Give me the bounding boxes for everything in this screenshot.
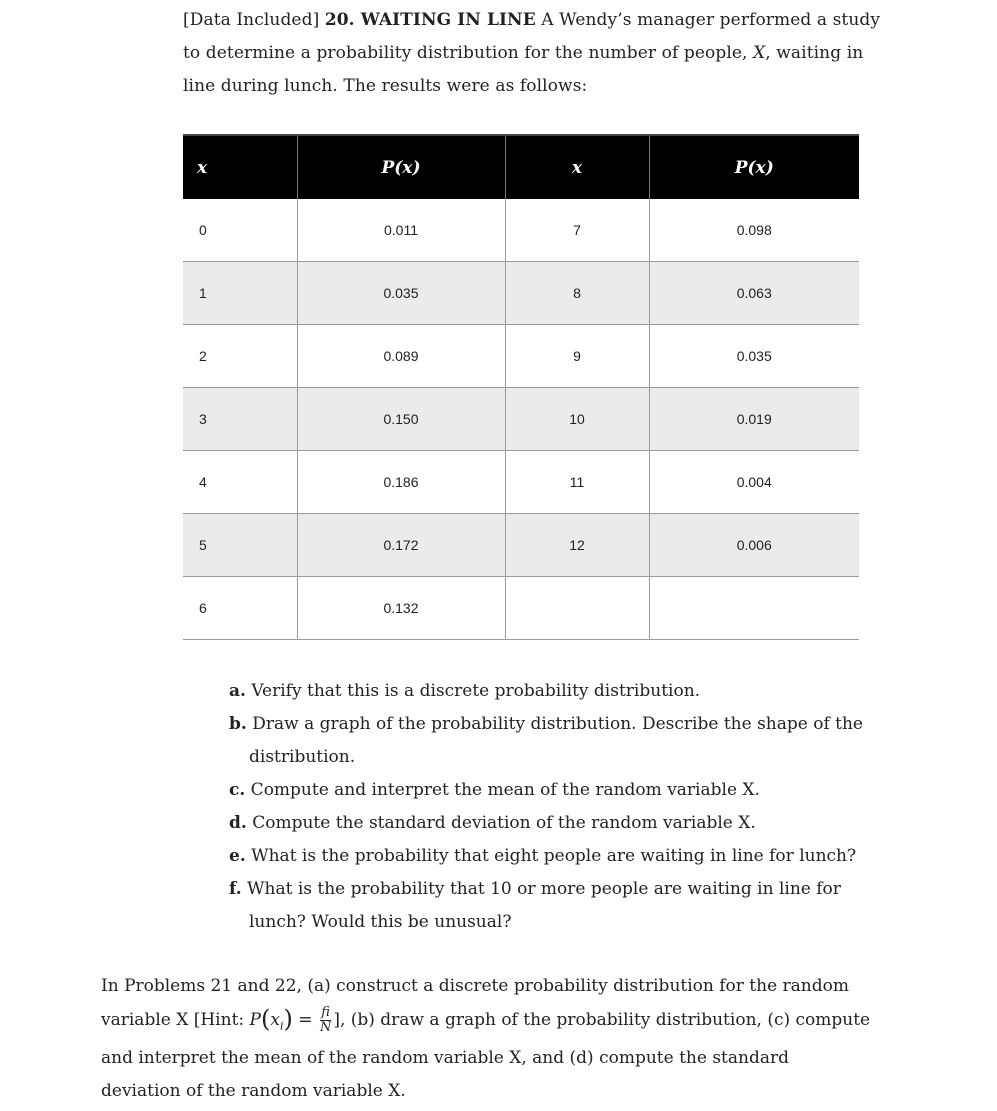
probability-distribution-table xyxy=(183,134,859,640)
cell-px: 0.150 xyxy=(297,388,505,451)
part-d xyxy=(229,807,869,840)
cell-x: 8 xyxy=(505,262,649,325)
cell-x: 11 xyxy=(505,451,649,514)
hint-p: P xyxy=(249,1010,261,1030)
part-text: Draw a graph of the probability distribution. Describe the shape of the distribution. xyxy=(246,714,863,767)
part-letter: a. xyxy=(229,681,246,701)
hint-formula: $P(x_i)$ = $\frac{fi}{N}$ xyxy=(249,1005,332,1035)
intro-text-a: A Wendy’s manager performed a study to determine a probability distribution for the number of people, xyxy=(183,10,881,63)
cell-x: 2 xyxy=(183,325,297,388)
hint-eq: = xyxy=(292,1010,318,1030)
cell-px: 0.186 xyxy=(297,451,505,514)
variable-x: X xyxy=(753,43,766,63)
table-row xyxy=(183,325,859,388)
cell-px: 0.004 xyxy=(649,451,859,514)
part-e xyxy=(229,840,869,873)
part-f xyxy=(229,873,869,939)
part-letter: b. xyxy=(229,714,247,734)
cell-x: 10 xyxy=(505,388,649,451)
cell-x: 7 xyxy=(505,199,649,262)
part-text: Compute the standard deviation of the random variable X. xyxy=(246,813,756,833)
header-x-2: x xyxy=(505,135,649,199)
problem-title: WAITING IN LINE xyxy=(360,10,536,30)
cell-x xyxy=(505,577,649,640)
table-row xyxy=(183,577,859,640)
cell-x: 0 xyxy=(183,199,297,262)
cell-x: 4 xyxy=(183,451,297,514)
cell-px: 0.006 xyxy=(649,514,859,577)
part-text: Verify that this is a discrete probability distribution. xyxy=(245,681,701,701)
fraction-numerator: fi xyxy=(321,1005,330,1020)
data-included-tag: [Data Included] xyxy=(183,10,325,30)
cell-px: 0.035 xyxy=(297,262,505,325)
cell-px: 0.089 xyxy=(297,325,505,388)
table-row xyxy=(183,388,859,451)
part-b xyxy=(229,708,869,774)
cell-x: 12 xyxy=(505,514,649,577)
cell-x: 3 xyxy=(183,388,297,451)
table-header-row xyxy=(183,135,859,199)
problems-21-22-instructions xyxy=(101,970,871,1108)
cell-px: 0.035 xyxy=(649,325,859,388)
cell-px: 0.011 xyxy=(297,199,505,262)
cell-px: 0.019 xyxy=(649,388,859,451)
cell-px: 0.063 xyxy=(649,262,859,325)
fraction-denominator: N xyxy=(319,1020,332,1035)
part-text: Compute and interpret the mean of the random variable X. xyxy=(245,780,760,800)
problem-20-intro xyxy=(183,4,883,103)
table-row xyxy=(183,451,859,514)
intro-text-b: , waiting in line during lunch. The results were as follows: xyxy=(183,43,864,96)
part-text: What is the probability that eight people are waiting in line for lunch? xyxy=(245,846,857,866)
part-letter: d. xyxy=(229,813,247,833)
part-a xyxy=(229,675,869,708)
cell-px: 0.098 xyxy=(649,199,859,262)
cell-px: 0.172 xyxy=(297,514,505,577)
header-x-1: x xyxy=(183,135,297,199)
hint-fraction xyxy=(320,1006,331,1035)
part-c xyxy=(229,774,869,807)
hint-sub: i xyxy=(279,1019,284,1033)
part-letter: c. xyxy=(229,780,246,800)
part-text: What is the probability that 10 or more people are waiting in line for lunch? Would this be unusual? xyxy=(241,879,841,932)
header-px-1: P(x) xyxy=(297,135,505,199)
cell-px: 0.132 xyxy=(297,577,505,640)
table-row xyxy=(183,199,859,262)
cell-x: 6 xyxy=(183,577,297,640)
part-letter: e. xyxy=(229,846,246,866)
hint-xi: x xyxy=(270,1010,280,1030)
cell-x: 9 xyxy=(505,325,649,388)
part-letter: f. xyxy=(229,879,242,899)
problems-text-b: ], (b) draw a graph of the probability distribution, (c) compute and interpret the mean of the random variable X, and (d) compute the standard deviation of the random variable X. xyxy=(101,1010,871,1102)
table-row xyxy=(183,514,859,577)
table-row xyxy=(183,262,859,325)
problem-number: 20. xyxy=(324,10,361,30)
header-px-2: P(x) xyxy=(649,135,859,199)
cell-x: 5 xyxy=(183,514,297,577)
problems-text-a: In Problems 21 and 22, (a) construct a discrete probability distribution for the random variable X [Hint: xyxy=(101,976,849,1030)
cell-x: 1 xyxy=(183,262,297,325)
problem-20-parts xyxy=(229,675,869,939)
cell-px xyxy=(649,577,859,640)
